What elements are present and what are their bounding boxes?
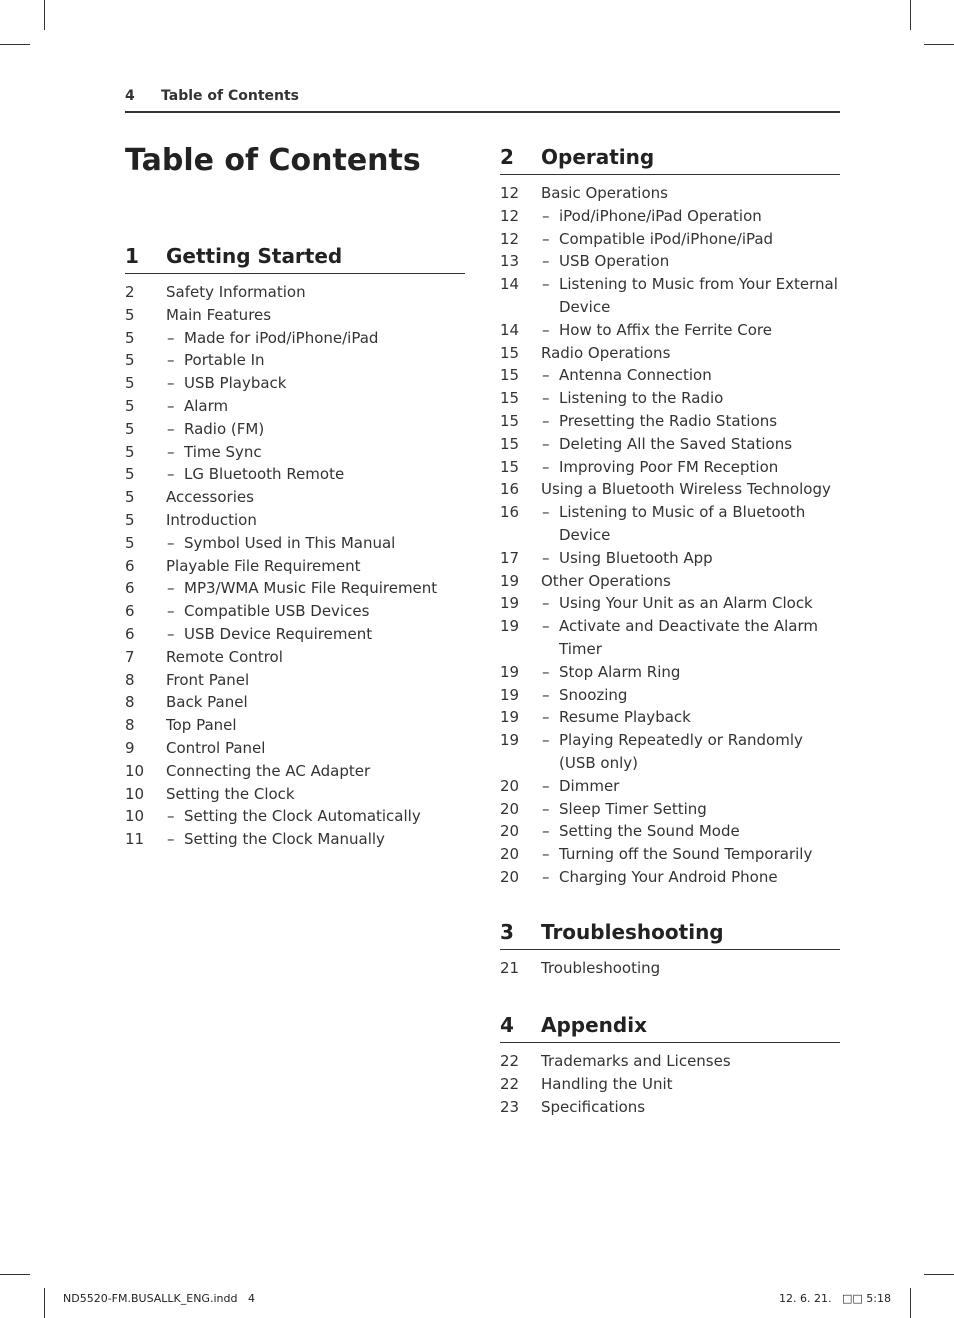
toc-entry-text: – Charging Your Android Phone [500, 866, 840, 889]
toc-page-number: 22 [500, 1074, 520, 1093]
toc-subentry [125, 623, 465, 646]
toc-subentry [500, 364, 840, 387]
toc-entry-text: Back Panel [166, 693, 248, 712]
section-title: Appendix [541, 1013, 647, 1037]
toc-subentry [500, 820, 840, 843]
toc-page-number: 6 [125, 556, 135, 575]
toc-entry [125, 555, 465, 578]
toc-entry-text: – Resume Playback [500, 706, 840, 729]
toc-entry-text: Troubleshooting [541, 959, 661, 977]
toc-page-number: 20 [500, 822, 520, 841]
toc-entry-text: – How to Affix the Ferrite Core [500, 319, 840, 342]
toc-subentry [125, 828, 465, 851]
toc-page-number: 19 [500, 731, 520, 750]
toc-page-number: 12 [500, 206, 520, 225]
section-troubleshooting [500, 916, 840, 980]
section-getting-started [125, 240, 465, 851]
toc-entry-text: Playable File Requirement [166, 556, 361, 575]
toc-entry-text: Control Panel [166, 738, 266, 757]
toc-entry-text: Radio Operations [541, 343, 671, 362]
toc-subentry [125, 327, 465, 350]
toc-subentry [125, 349, 465, 372]
toc-page-number: 15 [500, 343, 520, 362]
toc-entry [125, 737, 465, 760]
toc-entry-text: Handling the Unit [541, 1074, 673, 1093]
toc-entry-text: – Using Bluetooth App [500, 547, 840, 570]
toc-page-number: 20 [500, 776, 520, 795]
toc-page-number: 6 [125, 624, 135, 643]
section-heading [500, 916, 840, 950]
toc-page-number: 5 [125, 465, 135, 484]
toc-entry [125, 760, 465, 783]
toc-subentry [500, 661, 840, 684]
toc-subentry [500, 250, 840, 273]
section-number: 1 [125, 244, 139, 268]
toc-entry-text: – LG Bluetooth Remote [125, 463, 465, 486]
toc-entry-text: – Turning off the Sound Temporarily [500, 843, 840, 866]
toc-subentry [125, 418, 465, 441]
toc-subentry [500, 319, 840, 342]
toc-entry-text: Trademarks and Licenses [541, 1052, 731, 1070]
toc-subentry [125, 577, 465, 600]
page-title: Table of Contents [125, 143, 421, 178]
toc-entry-text: – Improving Poor FM Reception [500, 456, 840, 479]
toc-page-number: 19 [500, 662, 520, 681]
toc-subentry [500, 456, 840, 479]
toc-subentry [125, 395, 465, 418]
toc-subentry [500, 433, 840, 456]
toc-entry [500, 478, 840, 501]
toc-subentry [125, 532, 465, 555]
toc-page-number: 7 [125, 647, 135, 666]
crop-mark [0, 1274, 30, 1275]
toc-entry-text: – Using Your Unit as an Alarm Clock [500, 592, 840, 615]
toc-entry-text: Other Operations [541, 571, 671, 590]
toc-entry-text: – Stop Alarm Ring [500, 661, 840, 684]
toc-entry-text: Using a Bluetooth Wireless Technology [541, 480, 831, 499]
toc-entry-text: – Time Sync [125, 441, 465, 464]
toc-page-number: 5 [125, 305, 135, 324]
toc-page-number: 5 [125, 351, 135, 370]
toc-page-number: 15 [500, 434, 520, 453]
toc-page-number: 8 [125, 693, 135, 712]
toc-page-number: 16 [500, 480, 520, 499]
toc-page-number: 8 [125, 716, 135, 735]
toc-subentry [500, 410, 840, 433]
toc-page-number: 15 [500, 411, 520, 430]
toc-entry [500, 1073, 840, 1096]
toc-page-number: 12 [500, 229, 520, 248]
section-heading [125, 240, 465, 274]
toc-page-number: 15 [500, 457, 520, 476]
toc-entry [125, 783, 465, 806]
toc-page-number: 13 [500, 252, 520, 271]
toc-entry-text: – Snoozing [500, 684, 840, 707]
toc-entry [500, 342, 840, 365]
toc-entry [500, 182, 840, 205]
toc-entry-text: – Deleting All the Saved Stations [500, 433, 840, 456]
page-number: 4 [125, 88, 135, 104]
toc-entry-text: – Setting the Clock Automatically [125, 805, 465, 828]
toc-page-number: 6 [125, 579, 135, 598]
toc-page-number: 10 [125, 761, 145, 780]
toc-page-number: 15 [500, 389, 520, 408]
section-title: Operating [541, 145, 655, 169]
crop-mark [924, 44, 954, 45]
toc-page-number: 14 [500, 275, 520, 294]
toc-subentry [500, 615, 840, 661]
toc-page-number: 19 [500, 617, 520, 636]
toc-subentry [500, 205, 840, 228]
toc-page-number: 5 [125, 442, 135, 461]
toc-entry-text: – Symbol Used in This Manual [125, 532, 465, 555]
toc-page-number: 6 [125, 602, 135, 621]
toc-list [500, 957, 840, 980]
toc-page-number: 20 [500, 799, 520, 818]
toc-page-number: 19 [500, 708, 520, 727]
toc-subentry [125, 441, 465, 464]
toc-entry-text: – USB Operation [500, 250, 840, 273]
crop-mark [924, 1274, 954, 1275]
toc-page-number: 19 [500, 571, 520, 590]
toc-page-number: 20 [500, 867, 520, 886]
toc-entry-text: Connecting the AC Adapter [166, 761, 371, 780]
section-number: 2 [500, 145, 514, 169]
toc-subentry [500, 866, 840, 889]
toc-entry-text: Accessories [166, 488, 254, 507]
toc-subentry [500, 273, 840, 319]
toc-page-number: 2 [125, 283, 135, 301]
toc-page-number: 23 [500, 1097, 520, 1116]
section-appendix [500, 1009, 840, 1118]
section-operating [500, 141, 840, 889]
toc-entry [125, 669, 465, 692]
toc-page-number: 9 [125, 738, 135, 757]
toc-entry [125, 281, 465, 304]
section-heading [500, 1009, 840, 1043]
toc-list [500, 182, 840, 889]
toc-entry-text: – Presetting the Radio Stations [500, 410, 840, 433]
print-slug-file: ND5520-FM.BUSALLK_ENG.indd 4 [63, 1292, 255, 1305]
toc-page-number: 5 [125, 396, 135, 415]
toc-subentry [500, 684, 840, 707]
toc-subentry [500, 729, 840, 775]
toc-entry-text: – Portable In [125, 349, 465, 372]
toc-subentry [125, 805, 465, 828]
toc-entry-text: – MP3/WMA Music File Requirement [125, 577, 465, 600]
toc-subentry [500, 501, 840, 547]
toc-page-number: 22 [500, 1052, 520, 1070]
running-header [125, 86, 840, 113]
toc-entry-text: – Antenna Connection [500, 364, 840, 387]
toc-entry-text: – Playing Repeatedly or Randomly (USB only) [500, 729, 840, 775]
toc-subentry [125, 600, 465, 623]
crop-mark [910, 1288, 911, 1318]
toc-page-number: 5 [125, 328, 135, 347]
running-header-title: Table of Contents [161, 88, 300, 104]
toc-entry-text: – Alarm [125, 395, 465, 418]
toc-page-number: 17 [500, 548, 520, 567]
toc-entry-text: Main Features [166, 305, 272, 324]
toc-entry-text: Top Panel [166, 716, 237, 735]
section-number: 3 [500, 920, 514, 944]
toc-entry-text: Safety Information [166, 283, 306, 301]
toc-entry [125, 304, 465, 327]
toc-entry-text: – USB Device Requirement [125, 623, 465, 646]
toc-entry-text: – Compatible iPod/iPhone/iPad [500, 228, 840, 251]
toc-entry [500, 1050, 840, 1073]
crop-mark [44, 1288, 45, 1318]
toc-entry-text: Front Panel [166, 670, 250, 689]
toc-entry-text: Remote Control [166, 647, 283, 666]
toc-page-number: 15 [500, 366, 520, 385]
section-heading [500, 141, 840, 175]
toc-subentry [500, 592, 840, 615]
toc-page-number: 10 [125, 784, 145, 803]
toc-page-number: 19 [500, 685, 520, 704]
toc-page-number: 5 [125, 374, 135, 393]
crop-mark [0, 44, 30, 45]
toc-entry [125, 691, 465, 714]
toc-entry-text: Setting the Clock [166, 784, 295, 803]
toc-subentry [500, 387, 840, 410]
toc-list [500, 1050, 840, 1118]
toc-list [125, 281, 465, 851]
toc-page-number: 5 [125, 488, 135, 507]
toc-entry [125, 509, 465, 532]
section-title: Troubleshooting [541, 920, 724, 944]
toc-entry-text: – Made for iPod/iPhone/iPad [125, 327, 465, 350]
toc-subentry [500, 843, 840, 866]
toc-entry [125, 646, 465, 669]
toc-entry [125, 486, 465, 509]
crop-mark [44, 0, 45, 30]
toc-entry [500, 570, 840, 593]
section-number: 4 [500, 1013, 514, 1037]
toc-subentry [500, 706, 840, 729]
toc-entry-text: – Activate and Deactivate the Alarm Timer [500, 615, 840, 661]
toc-entry-text: – Listening to Music from Your External Device [500, 273, 840, 319]
toc-entry-text: Introduction [166, 510, 257, 529]
toc-entry-text: – Setting the Sound Mode [500, 820, 840, 843]
print-slug-timestamp: 12. 6. 21. □□ 5:18 [779, 1292, 891, 1305]
toc-entry-text: Specifications [541, 1097, 646, 1116]
toc-page-number: 16 [500, 503, 520, 522]
toc-page-number: 10 [125, 807, 145, 826]
toc-page-number: 20 [500, 845, 520, 864]
toc-entry-text: – Listening to Music of a Bluetooth Device [500, 501, 840, 547]
toc-subentry [500, 547, 840, 570]
toc-page-number: 5 [125, 510, 135, 529]
toc-page-number: 11 [125, 830, 145, 849]
crop-mark [910, 0, 911, 30]
toc-entry-text: – Radio (FM) [125, 418, 465, 441]
toc-page-number: 19 [500, 594, 520, 613]
toc-page-number: 5 [125, 533, 135, 552]
section-title: Getting Started [166, 244, 343, 268]
toc-subentry [500, 775, 840, 798]
toc-subentry [125, 463, 465, 486]
toc-entry [500, 1096, 840, 1119]
toc-entry-text: – Setting the Clock Manually [125, 828, 465, 851]
toc-entry-text: – Listening to the Radio [500, 387, 840, 410]
toc-entry-text: – USB Playback [125, 372, 465, 395]
toc-entry [125, 714, 465, 737]
toc-subentry [500, 228, 840, 251]
toc-entry-text: – Compatible USB Devices [125, 600, 465, 623]
toc-entry [500, 957, 840, 980]
toc-entry-text: Basic Operations [541, 184, 668, 202]
toc-entry-text: – Dimmer [500, 775, 840, 798]
toc-entry-text: – iPod/iPhone/iPad Operation [500, 205, 840, 228]
toc-entry-text: – Sleep Timer Setting [500, 798, 840, 821]
toc-subentry [500, 798, 840, 821]
toc-page-number: 14 [500, 320, 520, 339]
toc-page-number: 12 [500, 184, 520, 202]
toc-subentry [125, 372, 465, 395]
toc-page-number: 8 [125, 670, 135, 689]
toc-page-number: 21 [500, 959, 520, 977]
toc-page-number: 5 [125, 419, 135, 438]
